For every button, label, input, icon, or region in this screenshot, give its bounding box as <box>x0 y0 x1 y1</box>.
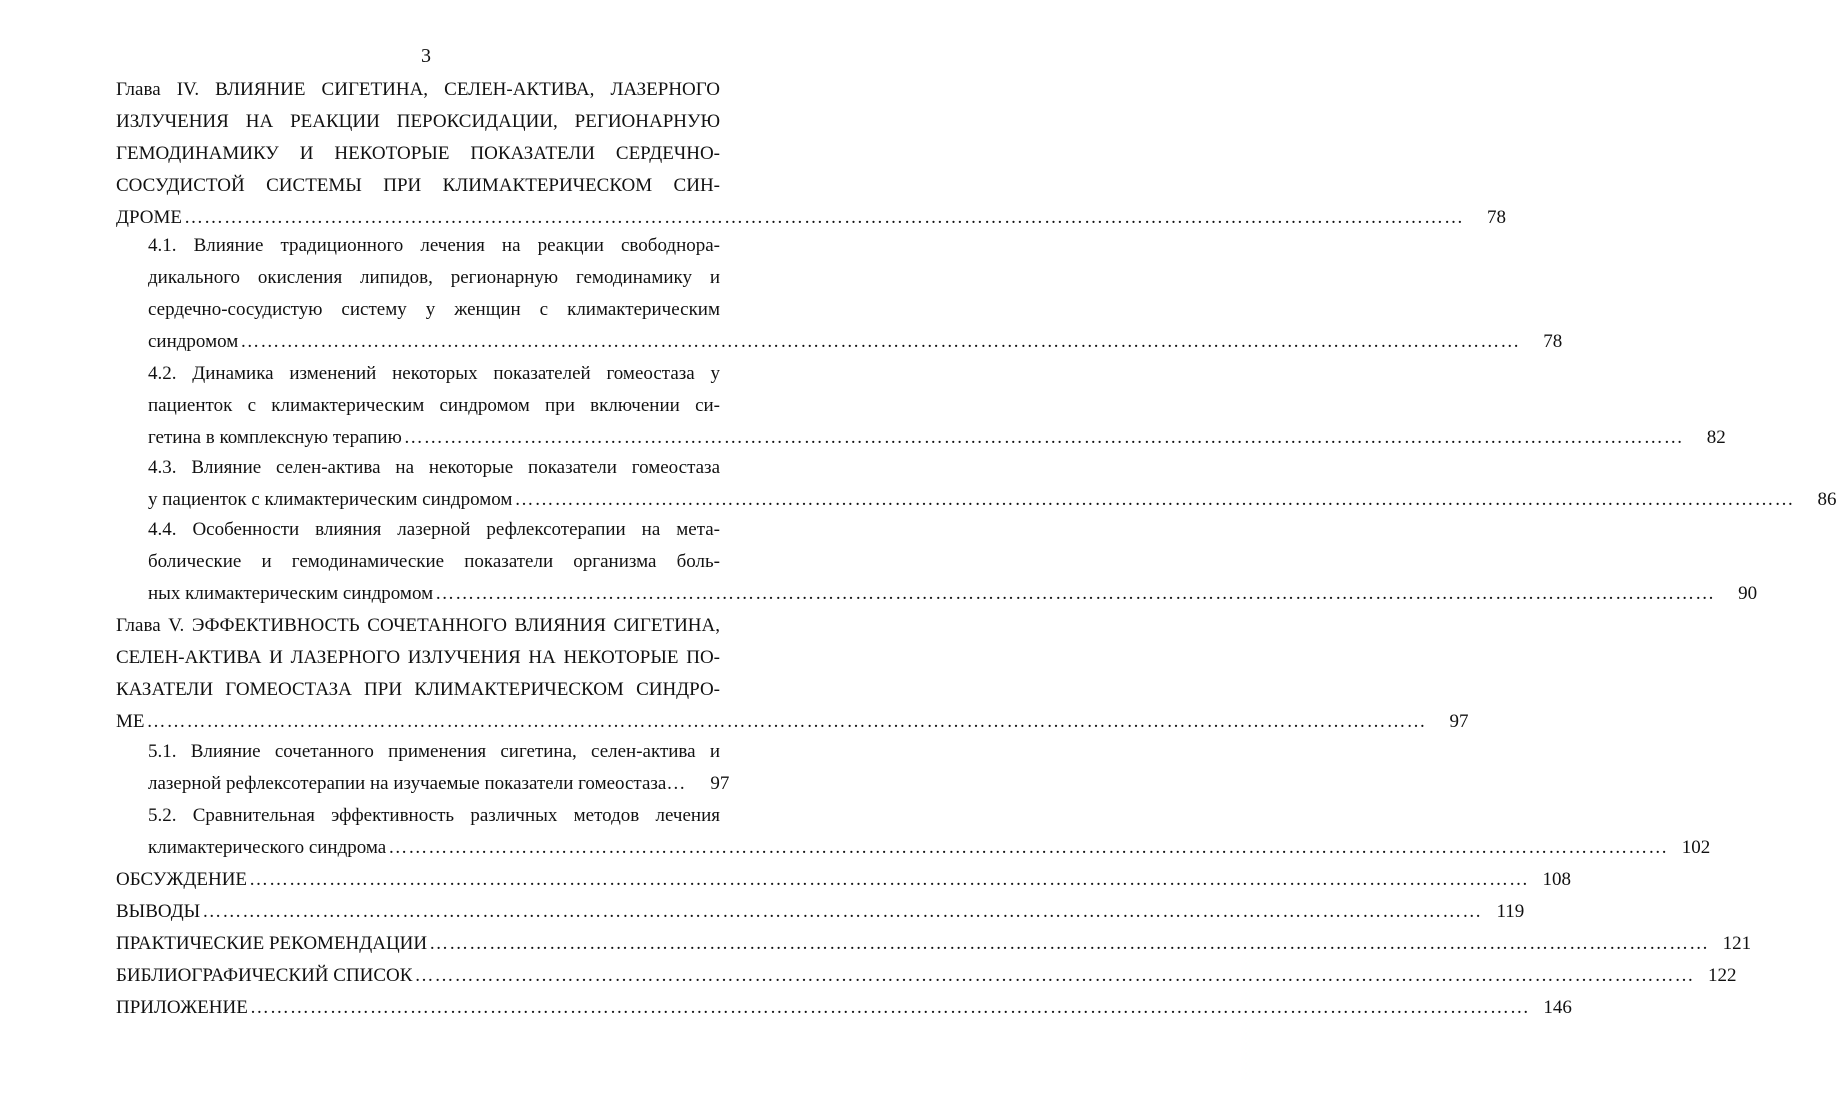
toc-leader-line <box>116 960 1737 992</box>
dot-leader: ………………………………………………………………………………………………………………………………………………………………………… <box>429 933 1710 954</box>
toc-line: 4.1. Влияние традиционного лечения на реакции свободнора- <box>148 235 720 256</box>
toc-line: болические и гемодинамические показатели организма боль- <box>148 551 720 572</box>
page-ref: 90 <box>1738 583 1758 604</box>
toc-line: ИЗЛУЧЕНИЯ НА РЕАКЦИИ ПЕРОКСИДАЦИИ, РЕГИОНАРНУЮ <box>116 111 720 132</box>
toc-entry-discussion <box>116 864 1572 896</box>
toc-line: ГЕМОДИНАМИКУ И НЕКОТОРЫЕ ПОКАЗАТЕЛИ СЕРДЕЧНО- <box>116 143 720 164</box>
dot-leader: ………………………………………………………………………………………………………………………………………………………………………… <box>435 583 1716 604</box>
toc-line: синдромом <box>148 331 239 352</box>
toc-line: сердечно-сосудистую систему у женщин с климактерическим <box>148 299 720 320</box>
toc-line: МЕ <box>116 711 145 732</box>
toc-line: 5.1. Влияние сочетанного применения сигетина, селен-актива и <box>148 741 720 762</box>
toc-leader-line <box>116 864 1572 896</box>
dot-leader: ………………………………………………………………………………………………………………………………………………………………………… <box>414 965 1695 986</box>
toc-entry-chapter-5 <box>116 610 1469 738</box>
page-ref: 108 <box>1542 869 1572 890</box>
dot-leader: ………………………………………………………………………………………………………………………………………………………………………… <box>240 331 1521 352</box>
toc-line: СЕЛЕН-АКТИВА И ЛАЗЕРНОГО ИЗЛУЧЕНИЯ НА НЕКОТОРЫЕ ПО- <box>116 647 720 668</box>
dot-leader: ………………………………………………………………………………………………………………………………………………………………………… <box>514 489 1795 510</box>
toc-line: ных климактерическим синдромом <box>148 583 434 604</box>
toc-line: 5.2. Сравнительная эффективность различных методов лечения <box>148 805 720 826</box>
toc-leader-line <box>148 578 1758 610</box>
page-ref: 78 <box>1543 331 1563 352</box>
dot-leader: ………………………………………………………………………………………………………………………………………………………………………… <box>249 997 1530 1018</box>
toc-line: у пациенток с климактерическим синдромом <box>148 489 513 510</box>
page-number: 3 <box>421 45 431 67</box>
page-ref: 121 <box>1722 933 1752 954</box>
page-ref: 82 <box>1706 427 1726 448</box>
toc-leader-line <box>148 326 1563 358</box>
toc-entry-section-4-1 <box>148 230 1563 358</box>
toc-line: 4.4. Особенности влияния лазерной рефлексотерапии на мета- <box>148 519 720 540</box>
page-ref: 86 <box>1817 489 1836 510</box>
toc-leader-line <box>116 706 1469 738</box>
toc-line: пациенток с климактерическим синдромом при включении си- <box>148 395 720 416</box>
toc-line: ДРОМЕ <box>116 207 182 228</box>
toc-line: 4.3. Влияние селен-актива на некоторые показатели гомеостаза <box>148 457 720 478</box>
toc-entry-section-4-4 <box>148 514 1758 610</box>
toc-leader-line <box>148 422 1726 454</box>
toc-leader-line <box>116 928 1752 960</box>
page-ref: 102 <box>1681 837 1711 858</box>
toc-entry-section-4-3 <box>148 452 1836 516</box>
dot-leader: ………………………………………………………………………………………………………………………………………………………………………… <box>249 869 1530 890</box>
page-ref: 78 <box>1486 207 1506 228</box>
toc-line: климактерического синдрома <box>148 837 387 858</box>
toc-line: СОСУДИСТОЙ СИСТЕМЫ ПРИ КЛИМАКТЕРИЧЕСКОМ СИН- <box>116 175 720 196</box>
toc-leader-line <box>116 896 1525 928</box>
toc-entry-chapter-4 <box>116 74 1506 234</box>
toc-line: ВЫВОДЫ <box>116 901 201 922</box>
page-ref: 146 <box>1543 997 1572 1018</box>
toc-leader-line <box>116 992 1572 1024</box>
toc-leader-line <box>148 832 1711 864</box>
toc-entry-conclusions <box>116 896 1525 928</box>
page-ref: 97 <box>1449 711 1469 732</box>
toc-line: ОБСУЖДЕНИЕ <box>116 869 248 890</box>
toc-line: ПРАКТИЧЕСКИЕ РЕКОМЕНДАЦИИ <box>116 933 428 954</box>
dot-leader: ………………………………………………………………………………………………………………………………………………………………………… <box>388 837 1669 858</box>
toc-leader-line <box>148 484 1836 516</box>
dot-leader: ………………………………………………………………………………………………………………………………………………………………………… <box>403 427 1684 448</box>
toc-line: лазерной рефлексотерапии на изучаемые показатели гомеостаза… <box>148 773 686 794</box>
toc-entry-section-5-1 <box>148 736 730 800</box>
toc-line: Глава IV. ВЛИЯНИЕ СИГЕТИНА, СЕЛЕН-АКТИВА, ЛАЗЕРНОГО <box>116 79 720 100</box>
toc-line: ПРИЛОЖЕНИЕ <box>116 997 248 1018</box>
toc-line: БИБЛИОГРАФИЧЕСКИЙ СПИСОК <box>116 965 413 986</box>
toc-line: гетина в комплексную терапию <box>148 427 402 448</box>
toc-line: дикального окисления липидов, регионарную гемодинамику и <box>148 267 720 288</box>
toc-line: КАЗАТЕЛИ ГОМЕОСТАЗА ПРИ КЛИМАКТЕРИЧЕСКОМ СИНДРО- <box>116 679 720 700</box>
toc-leader-line <box>148 768 730 800</box>
dot-leader: ………………………………………………………………………………………………………………………………………………………………………… <box>183 207 1464 228</box>
page-ref: 122 <box>1707 965 1737 986</box>
toc-entry-section-4-2 <box>148 358 1726 454</box>
page-ref: 119 <box>1496 901 1525 922</box>
toc-entry-bibliography <box>116 960 1737 992</box>
dot-leader: ………………………………………………………………………………………………………………………………………………………………………… <box>202 901 1483 922</box>
toc-line: Глава V. ЭФФЕКТИВНОСТЬ СОЧЕТАННОГО ВЛИЯНИЯ СИГЕТИНА, <box>116 615 720 636</box>
dot-leader: ………………………………………………………………………………………………………………………………………………………………………… <box>146 711 1427 732</box>
toc-entry-recommendations <box>116 928 1752 960</box>
toc-entry-appendix <box>116 992 1572 1024</box>
toc-line: 4.2. Динамика изменений некоторых показателей гомеостаза у <box>148 363 720 384</box>
page-ref: 97 <box>710 773 730 794</box>
toc-entry-section-5-2 <box>148 800 1711 864</box>
